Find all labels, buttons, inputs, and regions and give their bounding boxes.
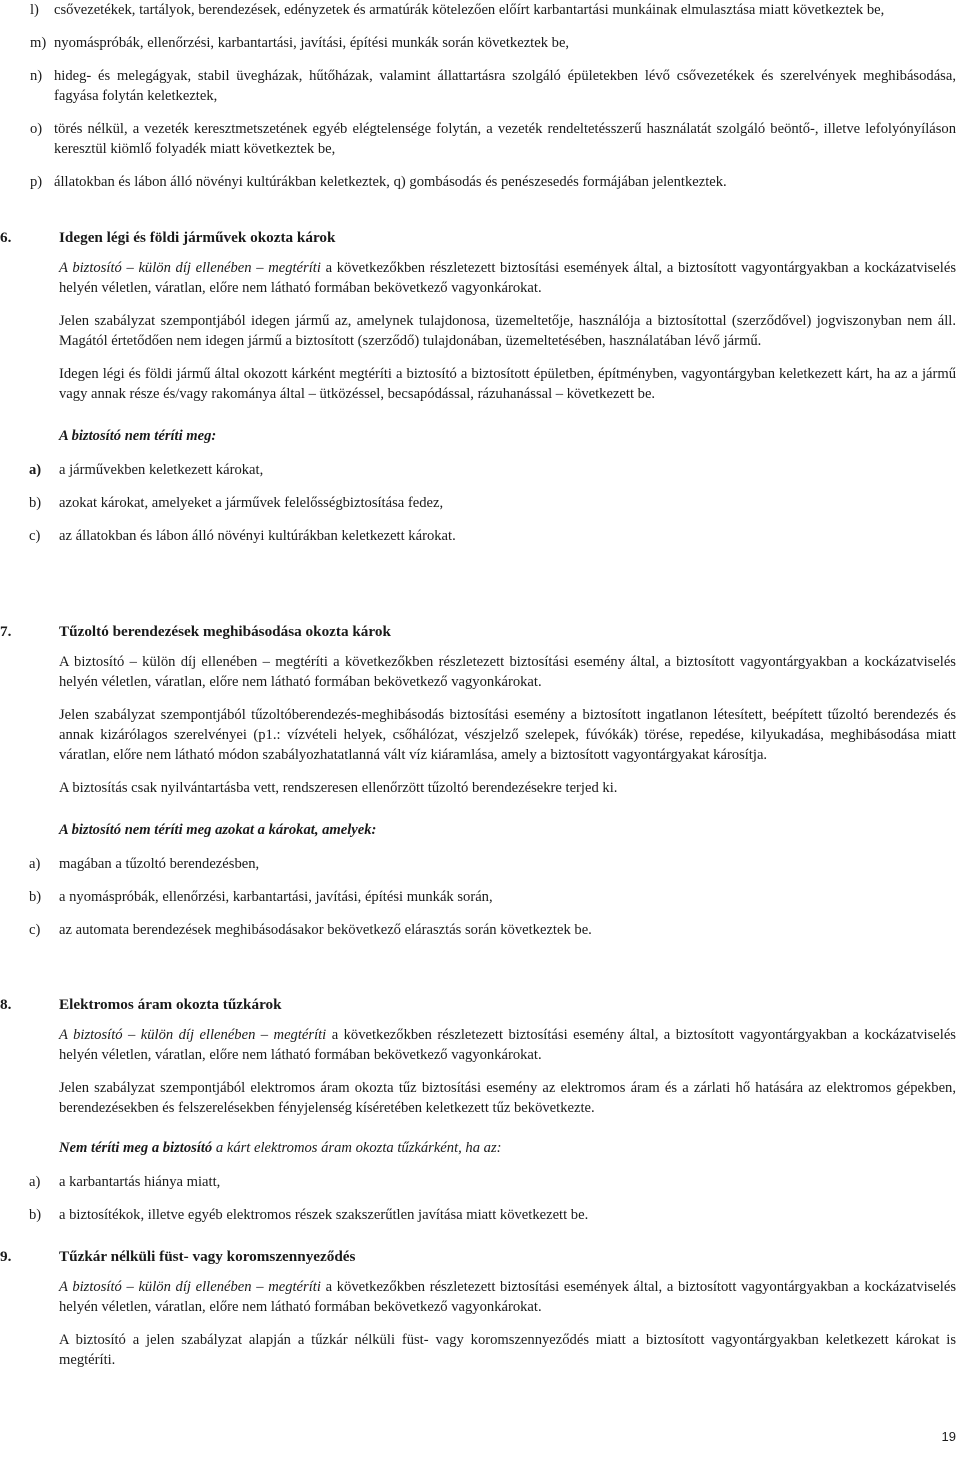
list-item [0,526,960,546]
section-heading [0,1247,960,1267]
list-marker: a) [29,1174,41,1190]
paragraph: Jelen szabályzat szempontjából elektromos áram okozta tűz biztosítási esemény az elektromos áram és a zárlati hő hatására az elektromos gépekben, berendezésekben és felszerelésekben fényjelenség kíséretében keletkezett tűz bekövetkezte. [59,1080,956,1116]
section-heading [0,622,960,642]
list-item-text: azokat károkat, amelyeket a járművek felelősségbiztosítása fedez, [59,495,444,511]
exclusion-list [0,1172,960,1225]
list-marker: o) [30,121,43,137]
italic-lead: A biztosító – külön díj ellenében – megtéríti [59,260,321,276]
list-marker: l) [30,2,39,18]
section-title: Tűzkár nélküli füst- vagy koromszennyeződés [59,1248,356,1265]
section-title: Idegen légi és földi járművek okozta károk [59,229,336,246]
paragraph-text: a következőkben részletezett biztosítási események által, a biztosított vagyontárgyakban a kockázatviselés helyén véletlen, váratlan, előre nem látható formában bekövetkező vagyonkárokat. [59,260,956,296]
exclusion-heading [0,1138,960,1158]
list-item [0,1205,960,1225]
list-item-text: az állatokban és lábon álló növényi kultúrákban keletkezett károkat. [59,528,456,544]
paragraph [0,1025,960,1065]
list-marker: c) [29,922,41,938]
exclusion-heading: A biztosító nem téríti meg: [59,428,217,444]
list-marker: a) [29,462,42,478]
paragraph [0,1277,960,1317]
exclusion-heading-rest: a kárt elektromos áram okozta tűzkárként, ha az: [215,1140,502,1156]
section-number: 9. [0,1248,12,1265]
list-item [0,887,960,907]
page-number: 19 [941,1429,956,1444]
paragraph: Idegen légi és földi jármű által okozott kárként megtéríti a biztosító a biztosított épületben, építményben, vagyontárgyban keletkezett kárt, ha az a jármű vagy annak része és/vagy rakománya által – ütközéssel, becsapódással, rázuhanással – következett be. [59,366,956,402]
exclusion-list [0,460,960,546]
paragraph: Jelen szabályzat szempontjából idegen jármű az, amelynek tulajdonosa, üzemeltetője, használója a biztosítottal (szerződővel) jogviszonyban nem áll. Magától értetődően nem idegen jármű a biztosított (szerződő) tulajdonában, üzemeltetésében, használatában lévő jármű. [59,313,956,349]
top-list [0,0,960,192]
list-item [0,119,960,159]
list-marker: c) [29,528,41,544]
section-8 [0,995,960,1225]
exclusion-list [0,854,960,940]
paragraph [0,258,960,298]
paragraph: A biztosító – külön díj ellenében – megtéríti a következőkben részletezett biztosítási esemény által, a biztosított vagyontárgyakban a kockázatviselés helyén véletlen, váratlan, előre nem látható formában bekövetkező vagyonkárokat. [59,654,956,690]
section-heading [0,228,960,248]
paragraph: Jelen szabályzat szempontjából tűzoltóberendezés-meghibásodás biztosítási esemény a biztosított ingatlanon létesített, beépített tűzoltó berendezés és annak kizárólagos szerelvényei (p1.: vízvételi helyek, csőhálózat, vészjelző szelepek, fúvókák) törése, repedése, kilyukadása, meghibásodása miatt váratlan, előre nem látható módon szabályozhatatlanná vált víz kiáramlása, amely a biztosított vagyontárgyakat károsítja. [59,707,956,763]
list-item [0,66,960,106]
paragraph-text: a következőkben részletezett biztosítási esemény által, a biztosított vagyontárgyakban a kockázatviselés helyén véletlen, váratlan, előre nem látható formában bekövetkező vagyonkárokat. [59,1027,956,1063]
list-marker: m) [30,35,47,51]
section-9 [0,1247,960,1370]
list-marker: a) [29,856,41,872]
list-item [0,920,960,940]
section-heading [0,995,960,1015]
paragraph: A biztosító a jelen szabályzat alapján a tűzkár nélküli füst- vagy koromszennyeződés miatt a biztosított vagyontárgyakban keletkezett károkat is megtéríti. [59,1332,956,1368]
paragraph: A biztosítás csak nyilvántartásba vett, rendszeresen ellenőrzött tűzoltó berendezésekre terjed ki. [59,780,618,796]
section-6 [0,228,960,546]
list-item-text: törés nélkül, a vezeték keresztmetszetének egyéb elégtelensége folytán, a vezeték rendeltetésszerű használatát szolgáló beöntő-, illetve lefolyónyíláson keresztül kiömlő folyadék miatt következtek be, [54,121,956,157]
list-item-text: csővezetékek, tartályok, berendezések, edényzetek és armatúrák kötelezően előírt karbantartási munkáinak elmulasztása miatt következtek be, [54,2,885,18]
list-item [0,493,960,513]
list-item [0,1172,960,1192]
list-item-text: a karbantartás hiánya miatt, [59,1174,221,1190]
list-item [0,172,960,192]
list-marker: b) [29,495,42,511]
exclusion-heading-bold: Nem téríti meg a biztosító [59,1140,213,1156]
section-number: 7. [0,623,12,640]
list-item [0,460,960,480]
list-item-text: hideg- és melegágyak, stabil üvegházak, hűtőházak, valamint állattartásra szolgáló épületekben lévő csővezetékek és szerelvények meghibásodása, fagyása folytán keletkeztek, [54,68,956,104]
paragraph-text: a következőkben részletezett biztosítási események által, a biztosított vagyontárgyakban a kockázatviselés helyén véletlen, váratlan, előre nem látható formában bekövetkező vagyonkárokat. [59,1279,956,1315]
list-item-text: magában a tűzoltó berendezésben, [59,856,260,872]
list-item-text: nyomáspróbák, ellenőrzési, karbantartási, javítási, építési munkák során következtek be, [54,35,570,51]
italic-lead: A biztosító – külön díj ellenében – megtéríti [59,1279,321,1295]
list-item [0,33,960,53]
italic-lead: A biztosító – külön díj ellenében – megtéríti [59,1027,327,1043]
list-item-text: állatokban és lábon álló növényi kultúrákban keletkeztek, q) gombásodás és penészesedés formájában jelentkeztek. [54,174,727,190]
section-title: Tűzoltó berendezések meghibásodása okozta károk [59,623,391,640]
list-item-text: a járművekben keletkezett károkat, [59,462,264,478]
list-marker: p) [30,174,43,190]
exclusion-heading: A biztosító nem téríti meg azokat a károkat, amelyek: [59,822,377,838]
list-marker: b) [29,889,42,905]
list-item [0,854,960,874]
list-marker: b) [29,1207,42,1223]
section-7 [0,622,960,940]
list-item [0,0,960,20]
list-item-text: a nyomáspróbák, ellenőrzési, karbantartási, javítási, építési munkák során, [59,889,493,905]
section-number: 6. [0,229,12,246]
section-title: Elektromos áram okozta tűzkárok [59,996,282,1013]
section-number: 8. [0,996,12,1013]
list-item-text: az automata berendezések meghibásodásakor bekövetkező elárasztás során következtek be. [59,922,592,938]
list-item-text: a biztosítékok, illetve egyéb elektromos részek szakszerűtlen javítása miatt következett be. [59,1207,589,1223]
list-marker: n) [30,68,43,84]
